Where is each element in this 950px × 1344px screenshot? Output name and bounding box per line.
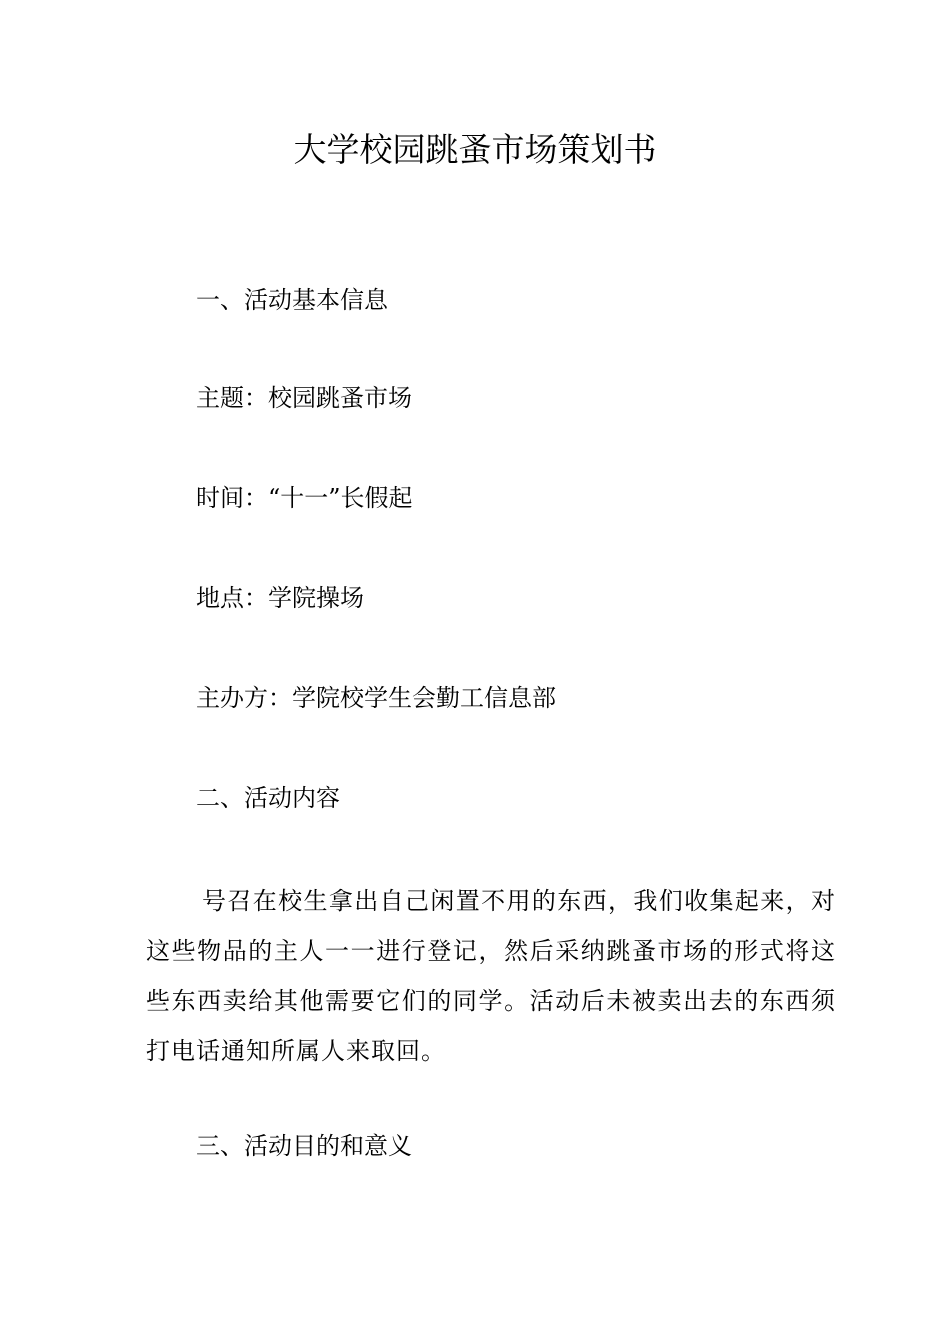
section-heading-content: 二、活动内容	[196, 784, 340, 812]
organizer-line: 主办方：学院校学生会勤工信息部	[196, 684, 556, 712]
section-heading-basic-info: 一、活动基本信息	[196, 286, 388, 314]
theme-line: 主题：校园跳蚤市场	[196, 384, 412, 412]
time-line: 时间：“十一”长假起	[196, 484, 413, 512]
section-heading-purpose: 三、活动目的和意义	[196, 1132, 412, 1160]
location-line: 地点：学院操场	[196, 584, 364, 612]
document-title: 大学校园跳蚤市场策划书	[293, 130, 657, 169]
content-paragraph: 号召在校生拿出自己闲置不用的东西，我们收集起来，对这些物品的主人一一进行登记，然后采纳跳蚤市场的形式将这些东西卖给其他需要它们的同学。活动后未被卖出去的东西须打电话通知所属人来取回。	[146, 887, 836, 1065]
